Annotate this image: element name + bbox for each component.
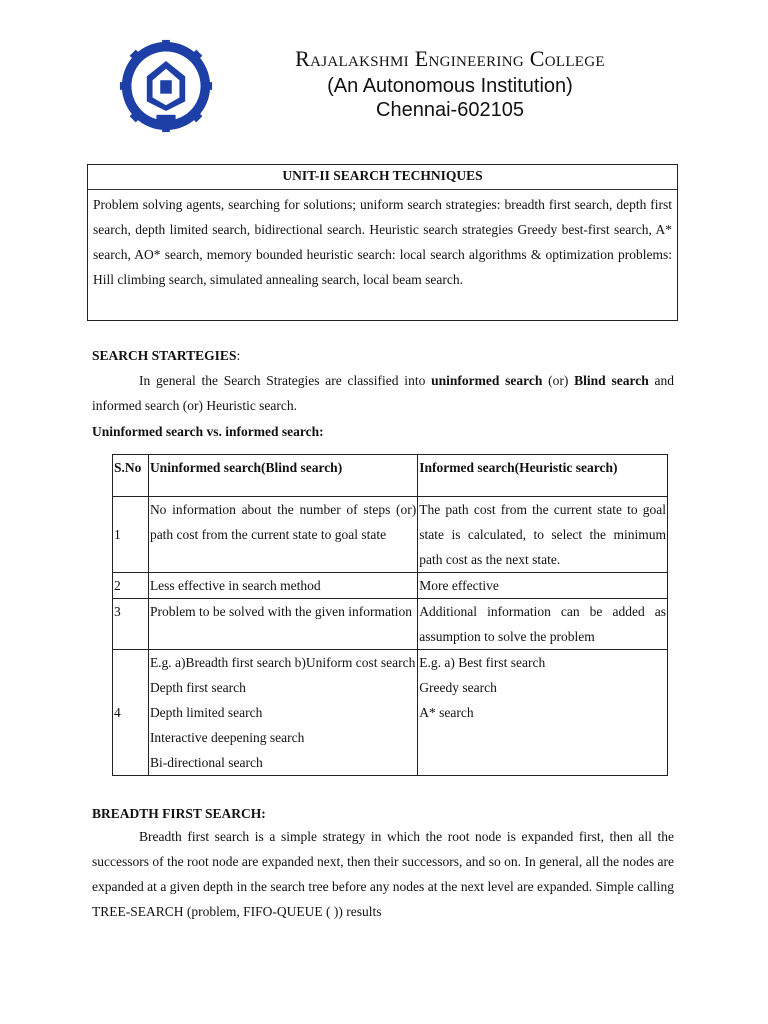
row-1-informed: The path cost from the current state to goal state is calculated, to select the minimum path cost as the next state. [418,497,668,573]
search-strategies-heading [92,343,674,368]
row-3-uninformed: Problem to be solved with the given information [148,599,417,650]
row-2-sno: 2 [113,573,149,599]
row-3-informed: Additional information can be added as assumption to solve the problem [418,599,668,650]
row-4-sno: 4 [113,650,149,776]
row-4-uninformed [148,650,417,776]
table-row [113,573,668,599]
intro-text-3: and informed search (or) Heuristic search. [92,373,674,413]
college-emblem-icon [118,38,214,134]
list-item: Interactive deepening search [149,730,305,745]
row-2-uninformed: Less effective in search method [148,573,417,599]
syllabus-title: UNIT-II SEARCH TECHNIQUES [88,165,677,190]
document-header [0,0,768,135]
list-item: Depth first search [149,680,246,695]
list-item: Depth limited search [149,705,263,720]
table-row [113,599,668,650]
college-city: Chennai-602105 [376,99,524,121]
header-sno: S.No [113,455,149,497]
comparison-heading: Uninformed search vs. informed search: [92,424,324,439]
syllabus-box [87,164,678,321]
list-item: Greedy search [419,680,497,695]
list-item: E.g. a)Breadth first search b)Uniform cost search [149,655,416,670]
heading-text: SEARCH STARTEGIES [92,348,237,363]
table-row [113,650,668,776]
row-1-uninformed: No information about the number of steps (or) path cost from the current state to goal state [148,497,417,573]
row-2-informed: More effective [418,573,668,599]
table-row [113,497,668,573]
syllabus-body: Problem solving agents, searching for solutions; uniform search strategies: breadth first search, depth first search, depth limited search, bidirectional search. Heuristic search strategies Greedy best-first search, A* search, AO* search, memory bounded heuristic search: local search algorithms & optimization problems: Hill climbing search, simulated annealing search, local beam search. [93,197,672,287]
intro-text-2: (or) [542,373,575,388]
list-item: A* search [419,705,474,720]
search-strategies-paragraph [92,368,674,418]
list-item: E.g. a) Best first search [419,655,546,670]
heading-colon: : [236,348,241,363]
header-informed: Informed search(Heuristic search) [418,455,668,497]
bfs-paragraph: Breadth first search is a simple strategy in which the root node is expanded first, then all the successors of the root node are expanded next, then their successors, and so on. In general, all the nodes are expanded at a given depth in the search tree before any nodes at the next level are expanded. Simple calling TREE-SEARCH (problem, FIFO-QUEUE ( )) results [92,829,674,919]
header-uninformed: Uninformed search(Blind search) [148,455,417,497]
list-item: Bi-directional search [149,755,263,770]
institution-type: (An Autonomous Institution) [327,75,573,97]
intro-text-1: In general the Search Strategies are classified into [139,373,432,388]
blind-term: Blind search [574,373,649,388]
row-4-informed [418,650,668,776]
college-name: Rajalakshmi Engineering College [295,46,605,71]
table-header-row [113,455,668,497]
row-3-sno: 3 [113,599,149,650]
bfs-heading: BREADTH FIRST SEARCH: [92,806,266,821]
comparison-table [112,454,668,776]
row-1-sno: 1 [113,497,149,573]
uninformed-term: uninformed search [431,373,543,388]
